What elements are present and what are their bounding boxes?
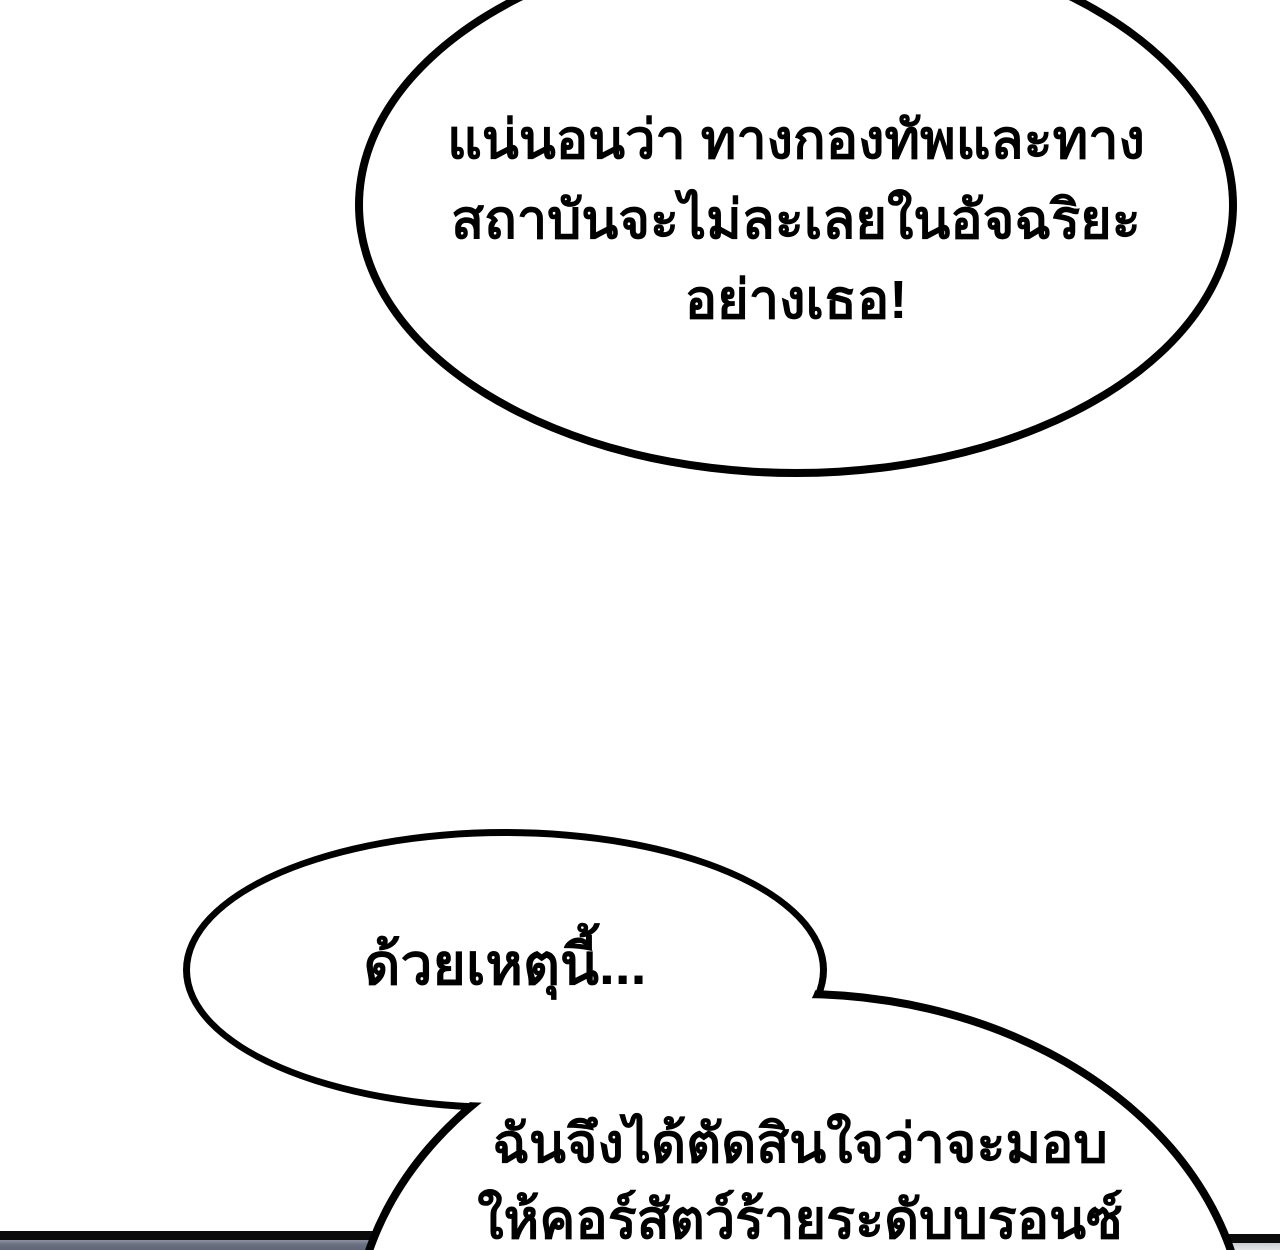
speech-text-top-line-2: สถาบันจะไม่ละเลยในอัจฉริยะ	[451, 190, 1141, 250]
speech-text-bottom-line-1: ฉันจึงได้ตัดสินใจว่าจะมอบ	[492, 1114, 1108, 1174]
speech-text-middle	[183, 925, 827, 1005]
speech-text-top-line-3: อย่างเธอ!	[684, 270, 908, 330]
speech-text-top	[355, 100, 1237, 340]
speech-text-middle-line-1: ด้วยเหตุนี้...	[363, 933, 647, 997]
speech-text-bottom-line-2: ให้คอร์สัตว์ร้ายระดับบรอนซ์	[477, 1190, 1123, 1250]
speech-text-bottom	[350, 1106, 1250, 1250]
speech-text-top-line-1: แน่นอนว่า ทางกองทัพและทาง	[447, 110, 1145, 170]
